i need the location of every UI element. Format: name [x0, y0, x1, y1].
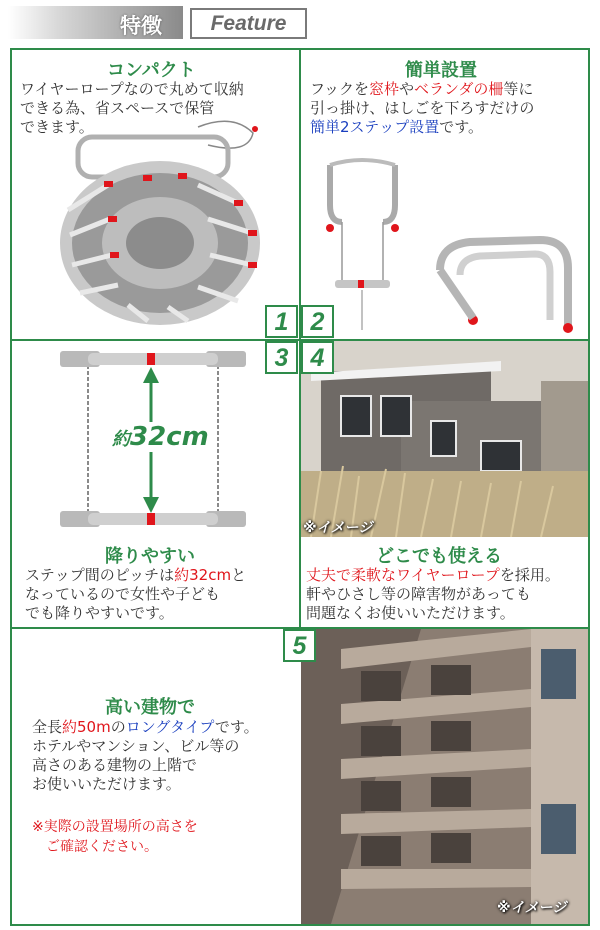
panel-5-number: 5 [283, 629, 316, 662]
panel-2-line-2: 引っ掛け、はしごを下ろすだけの [310, 99, 535, 117]
panel-2-number: 2 [301, 305, 334, 338]
house-photo [301, 341, 588, 537]
panel-1-line-2: できる為、省スペースで保管 [20, 99, 215, 117]
building-photo [301, 629, 588, 924]
header-title-en: Feature [210, 12, 287, 35]
panel-5-line-1: 全長約50mのロングタイプです。 [32, 718, 259, 736]
panel-5-line-4: お使いいただけます。 [32, 775, 181, 793]
panel-3-line-1: ステップ間のピッチは約32cmと [25, 566, 247, 584]
panel-4-title: どこでも使える [376, 546, 502, 567]
panel-4-line-3: 問題なくお使いいただけます。 [306, 604, 515, 622]
panel-4-image-caption: ※イメージ [303, 520, 373, 536]
panel-1-number: 1 [265, 305, 298, 338]
panel-5-note-1: ※実際の設置場所の高さを [32, 819, 198, 835]
panel-5-image-caption: ※イメージ [497, 900, 567, 916]
panel-4-line-2: 軒やひさし等の障害物があっても [306, 585, 531, 603]
panel-5-line-2: ホテルやマンション、ビル等の [32, 737, 240, 755]
rolled-ladder-image [48, 115, 276, 333]
panel-1-title: コンパクト [107, 60, 196, 81]
panel-2-line-1: フックを窓枠やベランダの柵等に [310, 80, 534, 98]
panel-1-line-3: できます。 [20, 118, 94, 136]
panel-2-line-3: 簡単2ステップ設置です。 [310, 118, 484, 136]
panel-2-title: 簡単設置 [405, 60, 477, 81]
header-gradient-bar [8, 6, 183, 39]
panel-3-title: 降りやすい [105, 546, 195, 567]
feature-header [8, 6, 305, 39]
hook-installation-image [310, 150, 588, 335]
grid-divider-v [299, 48, 301, 628]
panel-3-line-2: なっているので女性や子ども [25, 585, 221, 603]
header-title-jp: 特徴 [120, 14, 162, 38]
panel-3-number: 3 [265, 341, 298, 374]
panel-5-line-3: 高さのある建物の上階で [32, 756, 198, 774]
header-title-en-box [190, 8, 307, 39]
panel-3-line-3: でも降りやすいです。 [25, 604, 174, 622]
panel-4-line-1: 丈夫で柔軟なワイヤーロープを採用。 [306, 566, 560, 584]
panel-4-number: 4 [301, 341, 334, 374]
panel-1-line-1: ワイヤーロープなので丸めて収納 [20, 80, 244, 98]
step-pitch-label: 約32cm [112, 422, 209, 452]
panel-5-note-2: ご確認ください。 [46, 839, 158, 855]
panel-5-title: 高い建物で [105, 697, 195, 718]
